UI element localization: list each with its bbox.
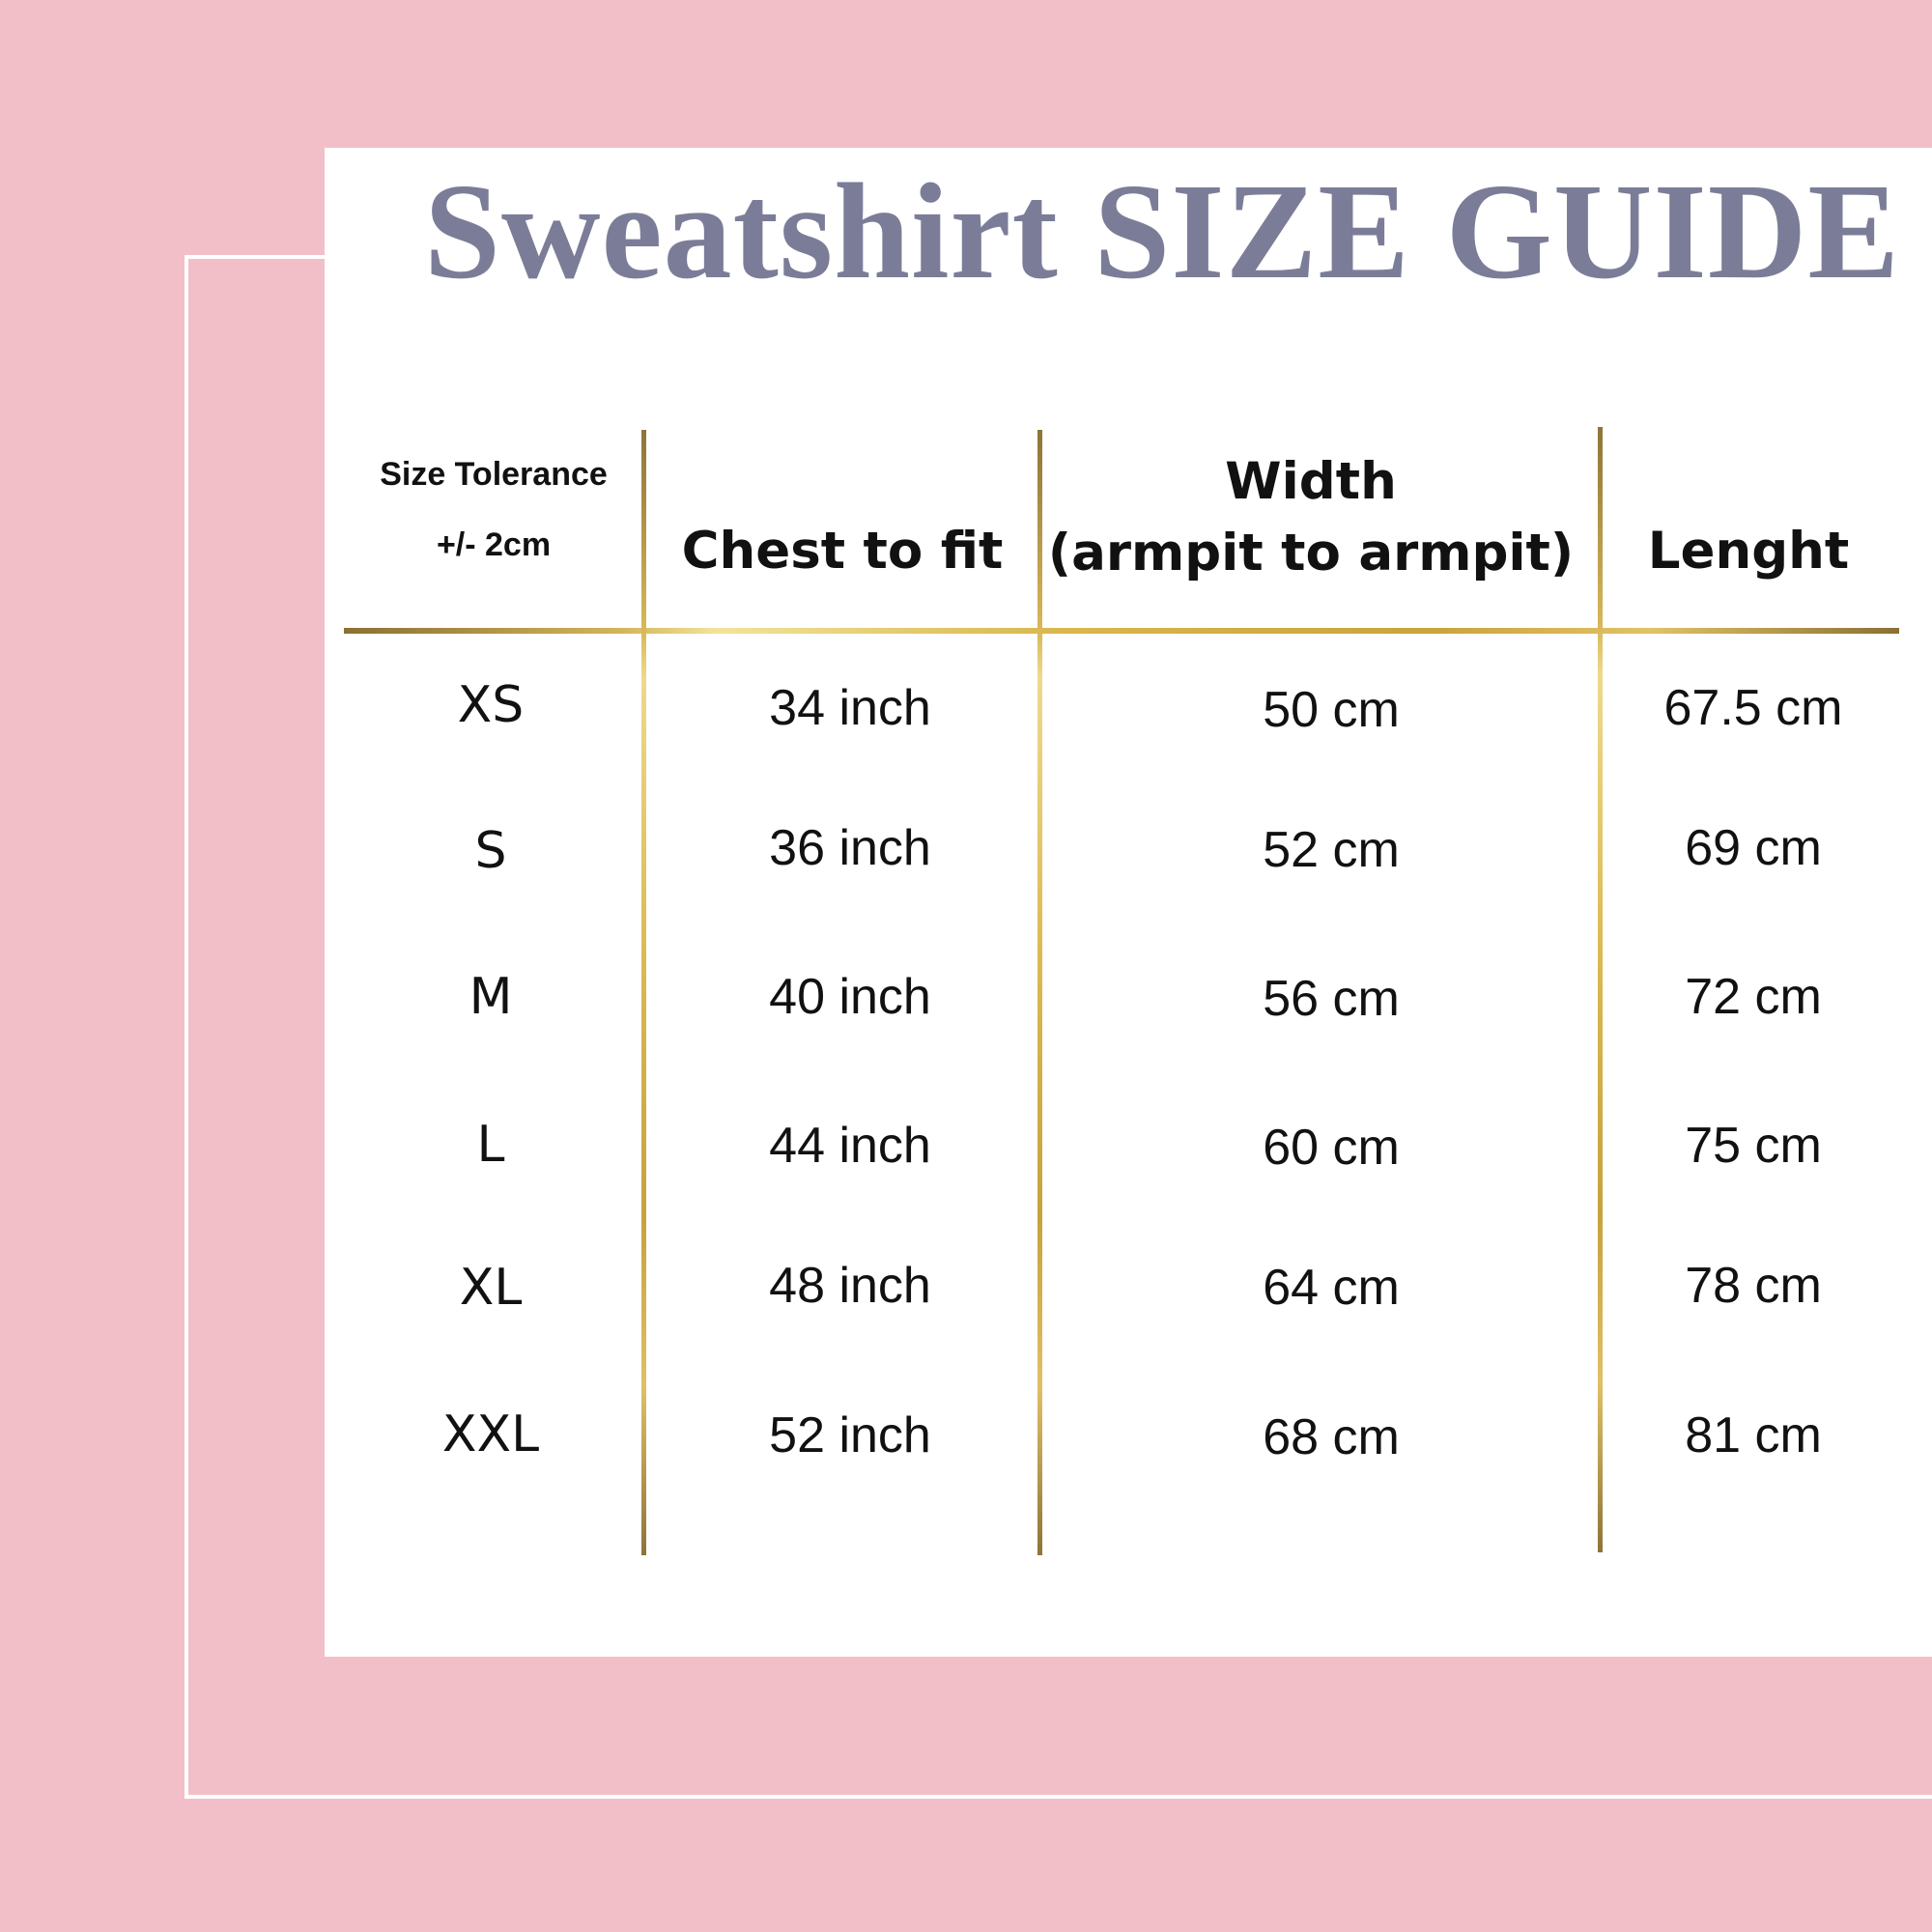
length-cell: 78 cm <box>1685 1258 1822 1314</box>
header-chest: Chest to fit <box>681 522 1004 581</box>
length-cell: 69 cm <box>1685 820 1822 876</box>
length-cell: 72 cm <box>1685 969 1822 1025</box>
length-cell: 67.5 cm <box>1663 680 1843 736</box>
width-cell: 50 cm <box>1263 682 1400 738</box>
size-cell: XS <box>457 676 525 734</box>
column-divider-2 <box>1037 430 1042 1555</box>
chest-cell: 44 inch <box>769 1118 931 1174</box>
header-width-detail: (armpit to armpit) <box>1047 524 1575 582</box>
chest-cell: 48 inch <box>769 1258 931 1314</box>
header-width <box>1045 446 1577 589</box>
size-cell: XXL <box>441 1406 540 1463</box>
length-cell: 75 cm <box>1685 1118 1822 1174</box>
size-cell: L <box>476 1116 505 1174</box>
header-size-tolerance <box>354 456 634 564</box>
size-cell: S <box>474 822 507 880</box>
header-length: Lenght <box>1647 522 1850 581</box>
width-cell: 60 cm <box>1263 1120 1400 1176</box>
column-divider-3 <box>1598 427 1603 1552</box>
chest-cell: 40 inch <box>769 969 931 1025</box>
size-cell: M <box>469 968 513 1026</box>
size-cell: XL <box>459 1259 523 1317</box>
width-cell: 64 cm <box>1263 1260 1400 1316</box>
length-cell: 81 cm <box>1685 1407 1822 1463</box>
header-width-label: Width <box>1225 452 1397 511</box>
width-cell: 52 cm <box>1263 822 1400 878</box>
page-title: Sweatshirt SIZE GUIDE <box>424 155 1901 307</box>
header-divider-line <box>344 628 1899 634</box>
column-divider-1 <box>641 430 646 1555</box>
width-cell: 68 cm <box>1263 1409 1400 1465</box>
header-tolerance-label: Size Tolerance <box>380 456 608 493</box>
chest-cell: 34 inch <box>769 680 931 736</box>
chest-cell: 52 inch <box>769 1407 931 1463</box>
chest-cell: 36 inch <box>769 820 931 876</box>
width-cell: 56 cm <box>1263 971 1400 1027</box>
header-tolerance-value: +/- 2cm <box>436 526 552 563</box>
